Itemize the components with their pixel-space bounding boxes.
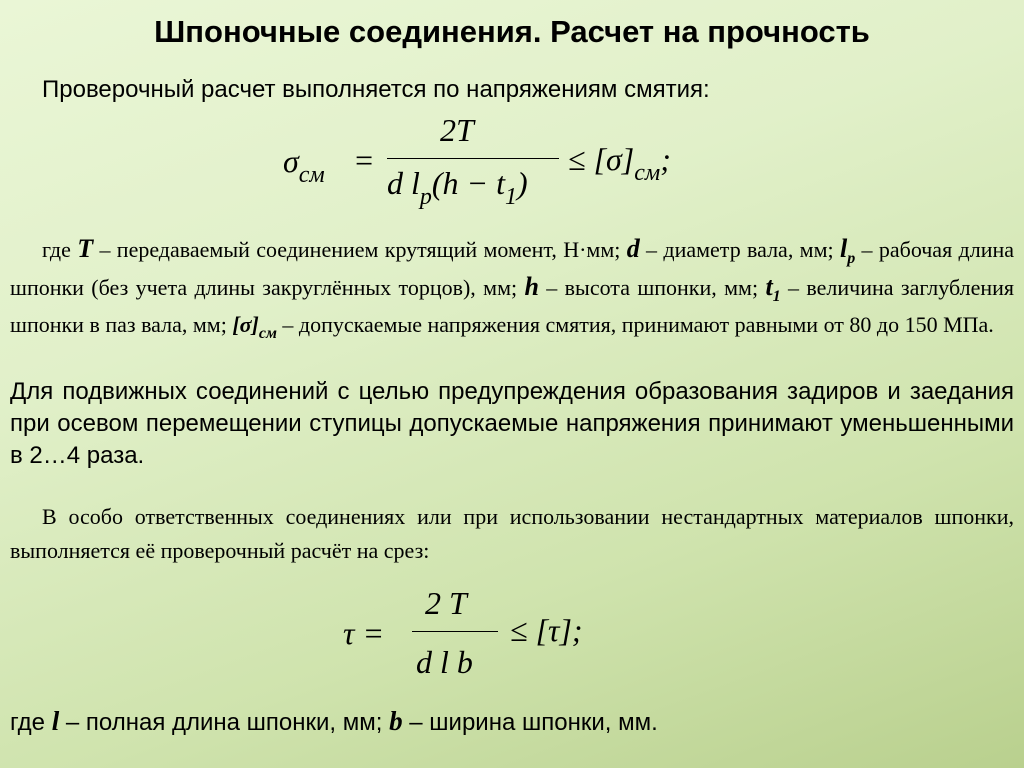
slide-title: Шпоночные соединения. Расчет на прочность [154, 14, 870, 49]
formula1-den-t-subscript: 1 [505, 184, 518, 210]
symbol-l-subscript: p [847, 250, 856, 267]
symbol-l-full: l [51, 706, 60, 736]
p1-text-3: – диаметр вала, мм; [639, 237, 840, 262]
symbol-t: t [765, 272, 773, 301]
formula1-lhs [283, 143, 325, 188]
p4-text-3: – ширина шпонки, мм. [402, 709, 658, 736]
formula1-equals: = [353, 142, 375, 178]
formula2-fraction-bar [412, 631, 498, 632]
p4-text-1: где [10, 709, 52, 736]
formula2-numerator: 2 T [425, 585, 467, 621]
p4-text-2: – полная длина шпонки, мм; [59, 709, 390, 736]
symbol-d: d [626, 234, 640, 263]
shear-definitions [10, 706, 658, 737]
formula1-rhs [568, 141, 671, 186]
formula2-denominator: d l b [416, 644, 473, 680]
p1-text-6: – величина заглубления шпонки в паз вала, мм; [10, 275, 1014, 337]
formula1-denominator [387, 165, 528, 210]
p1-text-2: – передаваемый соединением крутящий момент, Н·мм; [93, 237, 627, 262]
formula1-fraction-bar [387, 158, 559, 159]
formula1-numerator: 2T [440, 112, 474, 148]
intro-text: Проверочный расчет выполняется по напряжениям смятия: [42, 76, 710, 103]
p1-text-4: – рабочая длина шпонки (без учета длины закруглённых торцов), мм; [10, 237, 1015, 300]
symbol-h: h [524, 272, 539, 301]
formula2-rhs: ≤ [τ]; [510, 612, 583, 648]
formula2-lhs: τ = [343, 615, 385, 651]
p1-text-1: где [42, 237, 78, 262]
formula1-rhs-bound: ≤ [σ] [568, 141, 635, 177]
formula1-rhs-subscript: см [634, 160, 661, 186]
formula1-den-paren: (h − t [431, 165, 506, 201]
formula1-den-l: l [411, 165, 420, 201]
definitions-paragraph [10, 232, 1014, 345]
symbol-t-subscript: 1 [772, 288, 781, 305]
formula1-den-l-subscript: p [419, 184, 432, 210]
symbol-T: T [77, 234, 94, 263]
moving-joints-paragraph: Для подвижных соединений с целью предупреждения образования задиров и заедания при осевом перемещении ступицы допускаемые напряжения принимают уменьшенными в 2…4 раза. [10, 378, 1014, 469]
symbol-b: b [389, 706, 403, 736]
p1-text-7: – допускаемые напряжения смятия, принимают равными от 80 до 150 МПа. [276, 312, 994, 337]
shear-check-paragraph: В особо ответственных соединениях или при использовании нестандартных материалов шпонки, выполняется её проверочный расчёт на срез: [10, 504, 1014, 563]
p1-text-5: – высота шпонки, мм; [538, 275, 766, 300]
formula1-lhs-subscript: см [298, 162, 325, 188]
formula1-den-close: ) [517, 165, 528, 201]
symbol-sigma-subscript: см [258, 325, 277, 342]
formula1-sigma: σ [283, 143, 299, 179]
symbol-l: l [839, 234, 848, 263]
symbol-sigma: [σ] [232, 312, 259, 337]
formula1-rhs-end: ; [660, 141, 671, 177]
formula1-den-d: d [387, 165, 403, 201]
